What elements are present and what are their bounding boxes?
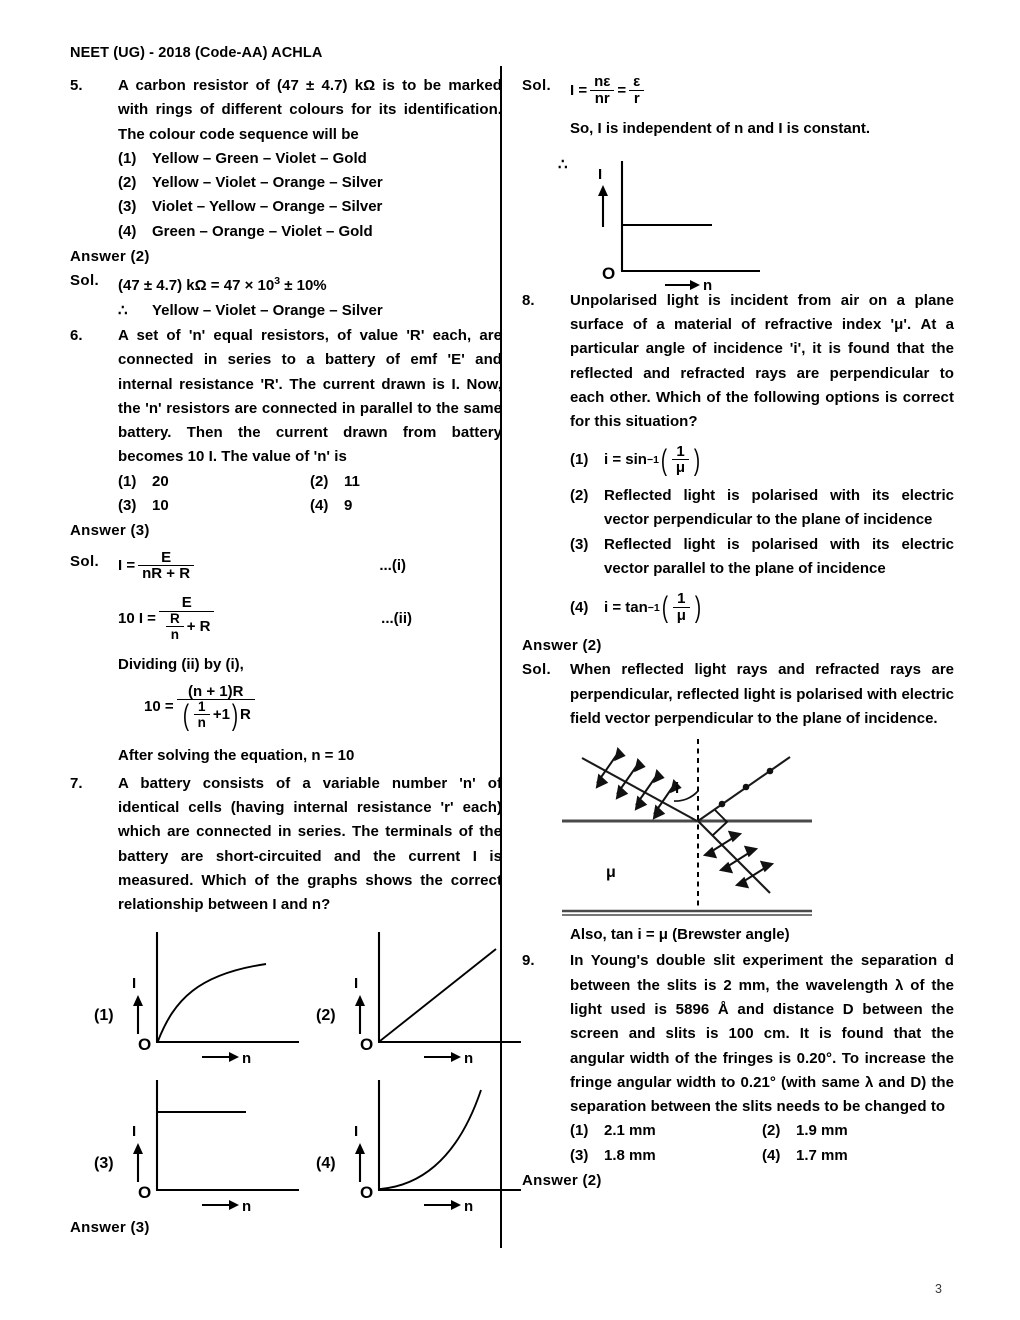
fraction-1: [590, 74, 614, 108]
x-axis-label: n: [464, 1197, 474, 1215]
option-label: (4): [310, 497, 329, 515]
right-paren: ): [694, 443, 701, 477]
option-label: (3): [570, 535, 589, 553]
question-9-option-3[interactable]: [570, 1144, 762, 1168]
right-paren: ): [231, 698, 239, 732]
refracted-ray: [698, 821, 770, 893]
option-text: Green – Orange – Violet – Gold: [152, 222, 373, 240]
option-text: 11: [344, 472, 360, 490]
fraction-denominator: μ: [672, 459, 689, 477]
option-fraction: [672, 444, 689, 478]
question-9-text: In Young's double slit experiment the separation d between the slits is 2 mm, the wavelength λ of the light used is 5896 Å and distance D between the screen and slits is 100 cm. It is found that the angular width of the fringes is 0.20°. To increase the fringe angular width to 0.21° (with same λ and D) the separation between the slits needs to be changed to: [570, 952, 954, 1116]
conclusion-text: Yellow – Violet – Orange – Silver: [152, 301, 383, 319]
solution-label: Sol.: [522, 661, 552, 679]
question-8-ray-diagram: [522, 735, 954, 925]
question-7: [70, 772, 502, 918]
graph-option-label: (1): [94, 1006, 114, 1024]
fraction-denominator: nr: [590, 90, 614, 108]
left-paren: (: [182, 698, 189, 732]
option-text: Violet – Yellow – Orange – Silver: [152, 198, 383, 216]
question-6-number: 6.: [70, 326, 83, 344]
left-paren: (: [661, 591, 668, 625]
nested-fraction: [194, 700, 210, 730]
solution-label: Sol.: [70, 272, 100, 290]
question-8-option-3[interactable]: [570, 533, 954, 582]
x-axis-label: n: [703, 276, 713, 294]
y-axis-label: I: [598, 165, 603, 183]
option-label: (4): [118, 222, 137, 240]
y-axis-label: I: [354, 1122, 359, 1140]
question-6-option-2[interactable]: [310, 470, 502, 494]
solution-body: [118, 269, 502, 298]
equation-2-ref: ...(ii): [381, 609, 412, 627]
refracted-polarization-arrows: [705, 832, 772, 887]
question-5-number: 5.: [70, 77, 83, 94]
fraction-denominator: [159, 611, 215, 642]
option-label: (1): [570, 451, 589, 469]
solution-body: [570, 74, 954, 141]
question-6-answer: Answer (3): [70, 522, 150, 540]
solution-text: When reflected light rays and refracted rays are perpendicular, reflected light is polarised with electric field vector perpendicular to the plane of incidence.: [570, 661, 954, 727]
solution-line-1b: ± 10%: [280, 277, 327, 295]
question-7-graph-3: [94, 1072, 324, 1215]
question-7-graph-2: [316, 924, 546, 1067]
question-5-answer: Answer (2): [70, 248, 150, 266]
nested-numerator: 1: [197, 699, 206, 715]
equals-sign: =: [617, 81, 627, 99]
question-9-option-4[interactable]: [762, 1144, 954, 1168]
question-9-number: 9.: [522, 952, 535, 970]
solution-exponent: 3: [274, 275, 281, 288]
question-6-text: A set of 'n' equal resistors, of value 'R' each, are connected in series to a battery of emf 'E' and internal resistance 'R'. The current drawn is I. Now, the 'n' resistors are connected in parallel to the same battery. Then the current drawn from battery becomes 10 I. The value of 'n' is: [118, 326, 502, 466]
fraction-numerator: E: [161, 548, 172, 566]
equation-3: [144, 684, 502, 731]
option-expr-lhs: i = tan: [604, 598, 648, 616]
option-text: Reflected light is polarised with its electric vector parallel to the plane of incidence: [604, 535, 954, 578]
equation-2: [118, 595, 502, 642]
nested-fraction: [166, 612, 184, 642]
option-text: Yellow – Green – Violet – Gold: [152, 149, 367, 167]
question-8-option-1[interactable]: [570, 444, 954, 478]
option-text: 10: [152, 497, 169, 515]
option-math: [604, 444, 702, 478]
fraction-numerator: E: [181, 594, 192, 612]
option-label: (3): [570, 1146, 589, 1164]
y-axis-label: I: [132, 1122, 137, 1140]
question-5-option-4[interactable]: [118, 220, 502, 244]
origin-label: O: [602, 263, 616, 283]
fraction-numerator: nε: [594, 73, 611, 90]
question-7-graph-1: [94, 924, 324, 1067]
page-header: NEET (UG) - 2018 (Code-AA) ACHLA: [70, 45, 323, 61]
option-text: 2.1 mm: [604, 1122, 656, 1140]
question-8-solution: [522, 658, 954, 731]
fraction-denominator: nR + R: [138, 565, 194, 583]
question-8-closing: [570, 923, 954, 947]
question-6-option-4[interactable]: [310, 494, 502, 518]
equation: [570, 74, 954, 108]
question-6: [70, 324, 502, 470]
option-text: 20: [152, 472, 169, 490]
incident-polarization-arrows: [597, 749, 680, 818]
right-paren: ): [694, 591, 702, 625]
origin-label: O: [138, 1182, 152, 1202]
fraction-numerator: 1: [676, 442, 685, 460]
fraction-denominator: [177, 699, 255, 730]
right-column: [522, 74, 954, 1193]
option-expr-lhs: i = sin: [604, 451, 647, 469]
fraction-denominator: r: [629, 90, 644, 108]
therefore-symbol: ∴: [558, 155, 568, 173]
option-text: 9: [344, 497, 353, 515]
left-paren: (: [660, 443, 668, 477]
question-9-options-row-2: [570, 1144, 954, 1168]
question-7-graph-4: [316, 1072, 546, 1215]
fraction-numerator: ε: [633, 73, 641, 90]
question-7-graphs: [70, 924, 502, 1224]
option-label: (2): [762, 1122, 781, 1140]
left-column: [70, 74, 502, 1240]
option-math: [604, 591, 703, 625]
x-axis-label: n: [242, 1197, 252, 1215]
equation-2-lhs: 10 I =: [118, 609, 156, 627]
question-9-options-row-1: [570, 1119, 954, 1143]
dividing-text: Dividing (ii) by (i),: [118, 656, 244, 674]
origin-label: O: [360, 1034, 374, 1054]
option-exponent: −1: [647, 601, 660, 614]
question-7-solution-graph: [522, 143, 954, 294]
question-8-text: Unpolarised light is incident from air on a plane surface of a material of refractive index 'μ'. At a particular angle of incidence 'i', it is found that the reflected and refracted rays are perpendicular to each other. Which of the following options is correct for this situation?: [570, 291, 954, 431]
equation-lhs: I =: [570, 81, 588, 99]
equation-3-fraction: [177, 684, 255, 731]
question-7-answer: Answer (3): [70, 1218, 150, 1236]
option-exponent: −1: [646, 454, 659, 467]
solution-closing: After solving the equation, n = 10: [118, 746, 355, 764]
question-8-answer: Answer (2): [522, 636, 602, 654]
equation-1-fraction: [138, 550, 194, 584]
question-5: [70, 74, 502, 147]
question-8: [522, 289, 954, 435]
question-6-options-row-2: [118, 494, 502, 518]
equation-1-ref: ...(i): [379, 557, 406, 575]
question-7-text: A battery consists of a variable number 'n' of identical cells (having internal resistance 'r' each) which are connected in series. The terminals of the battery are short-circuited and the current I is measured. Which of the graphs shows the correct relationship between I and n?: [118, 774, 502, 914]
nested-denominator: n: [166, 626, 184, 642]
solution-body: [118, 550, 502, 768]
question-8-number: 8.: [522, 291, 535, 309]
question-5-option-2[interactable]: [118, 171, 502, 195]
solution-line-1a: (47 ± 4.7) kΩ = 47 × 10: [118, 277, 275, 295]
denominator-tail: + R: [186, 617, 211, 635]
denominator-tail: +1: [212, 706, 230, 723]
question-9: [522, 949, 954, 1119]
y-axis-label: I: [132, 974, 137, 992]
question-5-text: A carbon resistor of (47 ± 4.7) kΩ is to be marked with rings of different colours for its identification. The colour code sequence will be: [118, 77, 502, 143]
angle-of-incidence-label: i: [675, 780, 680, 798]
question-7-solution: [522, 74, 954, 141]
question-9-option-1[interactable]: [570, 1119, 762, 1143]
option-label: (1): [570, 1122, 589, 1140]
nested-denominator: n: [194, 714, 210, 730]
graph-option-label: (2): [316, 1006, 336, 1024]
equation-1: [118, 550, 502, 584]
graph-option-label: (3): [94, 1154, 114, 1172]
option-label: (4): [570, 598, 589, 616]
option-label: (3): [118, 497, 137, 515]
solution-label: Sol.: [522, 77, 552, 94]
question-8-option-4[interactable]: [570, 591, 954, 625]
solution-label: Sol.: [70, 552, 100, 570]
origin-label: O: [138, 1034, 152, 1054]
question-7-number: 7.: [70, 774, 83, 792]
closing-text: Also, tan i = μ (Brewster angle): [570, 926, 790, 944]
option-label: (1): [118, 472, 137, 490]
page-number: 3: [935, 1282, 942, 1296]
question-9-answer: Answer (2): [522, 1172, 602, 1190]
option-label: (3): [118, 198, 137, 216]
solution-text: So, I is independent of n and I is constant.: [570, 119, 871, 137]
question-5-option-3[interactable]: [118, 195, 502, 219]
question-5-solution: [70, 269, 502, 298]
question-9-option-2[interactable]: [762, 1119, 954, 1143]
question-6-option-1[interactable]: [118, 470, 310, 494]
question-5-conclusion: [118, 299, 502, 323]
question-6-solution: [70, 550, 502, 768]
graph-option-label: (4): [316, 1154, 336, 1172]
option-text: 1.9 mm: [796, 1122, 848, 1140]
option-label: (2): [570, 487, 589, 505]
question-6-options-row-1: [118, 470, 502, 494]
option-text: 1.7 mm: [796, 1146, 848, 1164]
option-label: (1): [118, 149, 137, 167]
origin-label: O: [360, 1182, 374, 1202]
question-8-option-2[interactable]: [570, 484, 954, 533]
option-text: Reflected light is polarised with its electric vector perpendicular to the plane of incidence: [604, 487, 954, 529]
fraction-denominator: μ: [673, 607, 690, 625]
option-text: Yellow – Violet – Orange – Silver: [152, 174, 383, 192]
equation-2-fraction: [159, 595, 215, 642]
fraction-numerator: 1: [677, 590, 686, 608]
fraction-numerator: (n + 1)R: [188, 682, 244, 700]
question-6-option-3[interactable]: [118, 494, 310, 518]
option-text: 1.8 mm: [604, 1146, 656, 1164]
x-axis-label: n: [242, 1049, 252, 1067]
equation-1-lhs: I =: [118, 557, 136, 575]
option-label: (2): [310, 472, 329, 490]
therefore-symbol: ∴: [118, 301, 128, 319]
question-5-option-1[interactable]: [118, 147, 502, 171]
y-axis-label: I: [354, 974, 359, 992]
nested-numerator: R: [169, 610, 180, 626]
option-fraction: [673, 591, 690, 625]
option-label: (2): [118, 174, 137, 192]
option-label: (4): [762, 1146, 781, 1164]
equation-3-lhs: 10 =: [144, 697, 174, 715]
x-axis-label: n: [464, 1049, 474, 1067]
refractive-index-label: μ: [606, 864, 616, 882]
fraction-2: [629, 74, 644, 108]
denominator-after: R: [239, 706, 251, 723]
